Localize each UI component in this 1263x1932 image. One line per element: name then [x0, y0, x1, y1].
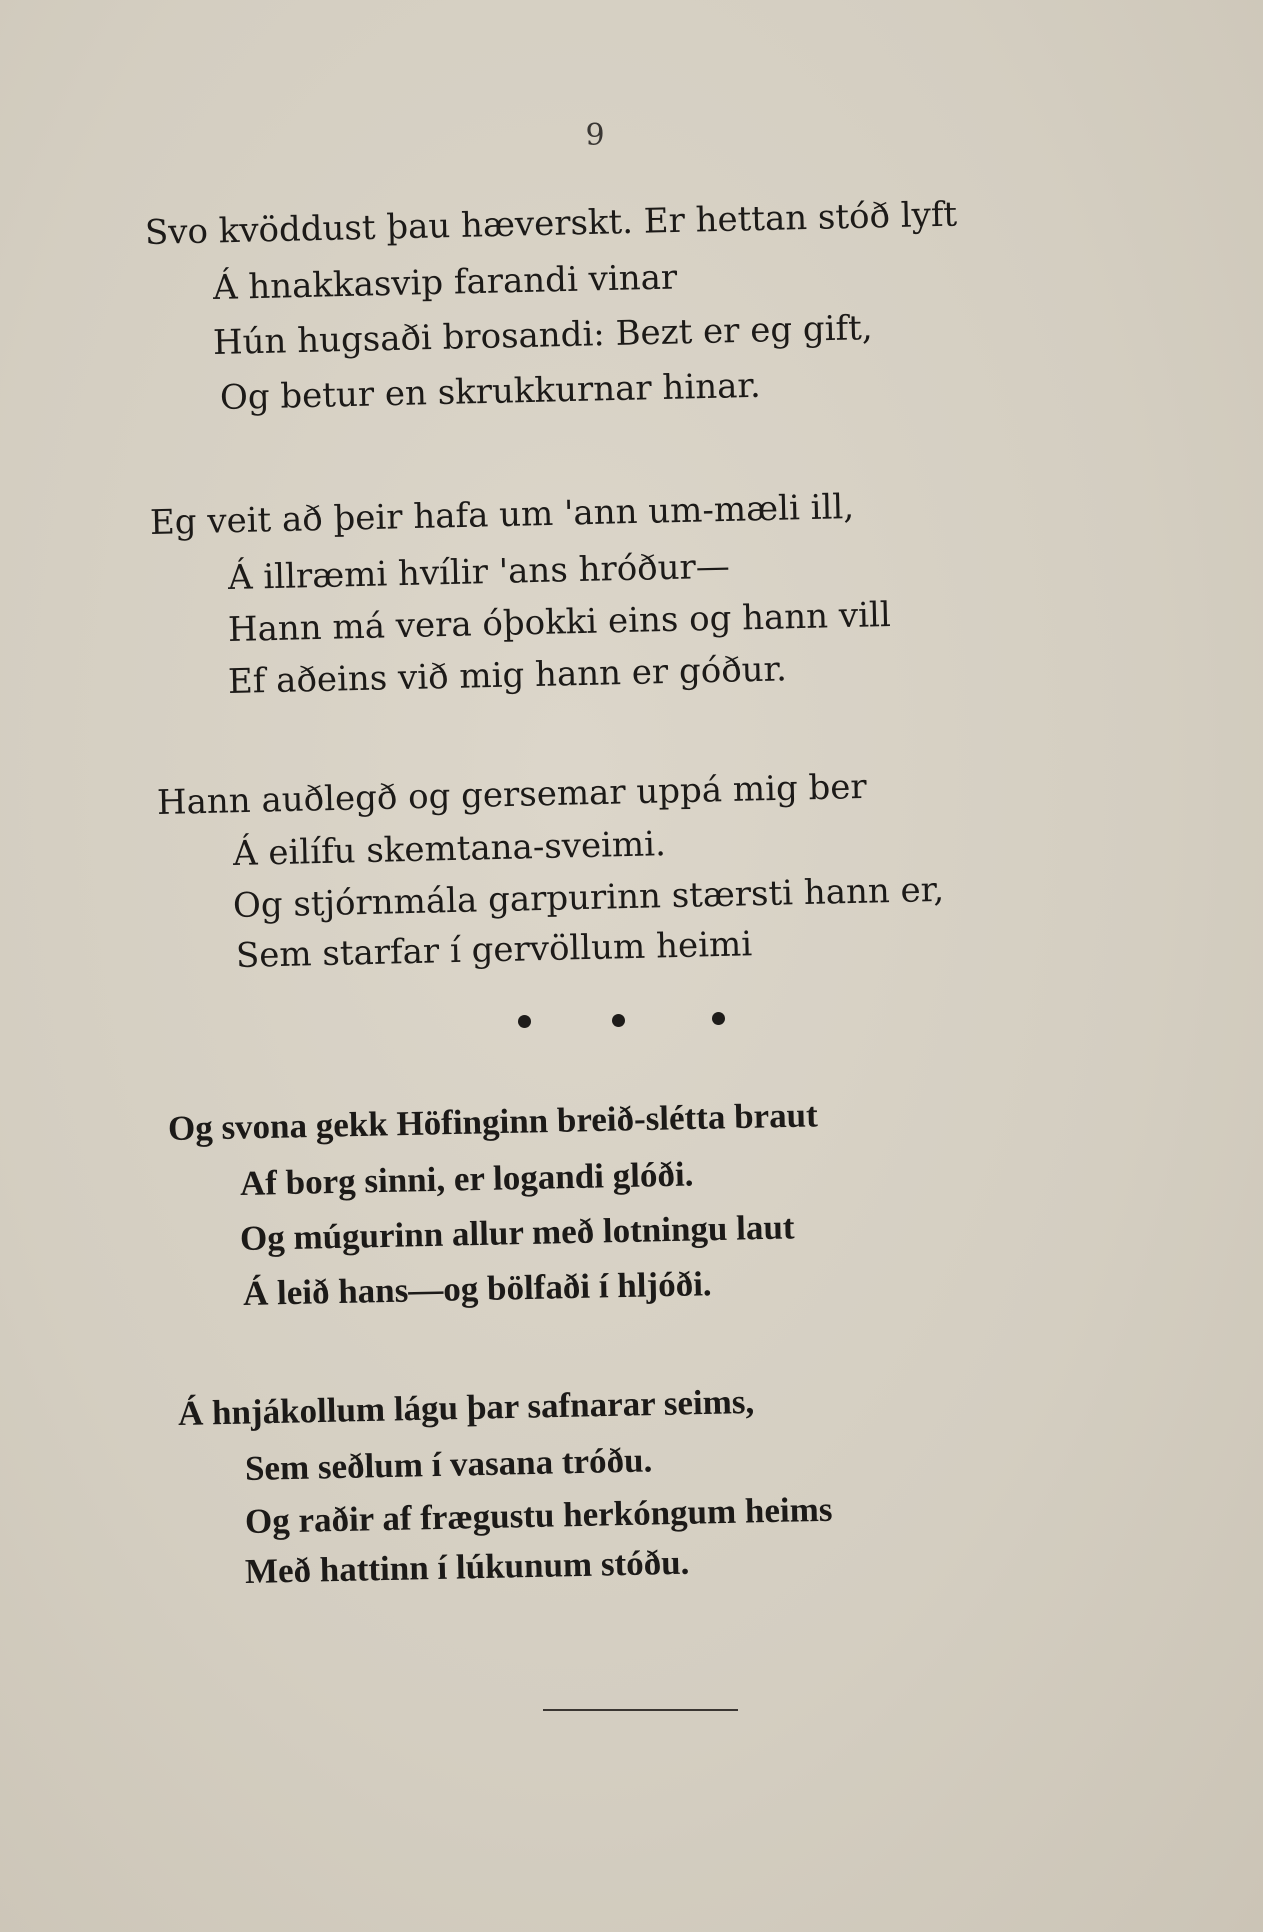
poem-line: Hann auðlegð og gersemar uppá mig ber	[156, 766, 868, 823]
section-separator	[510, 1015, 730, 1035]
poem-line: Sem starfar í gervöllum heimi	[235, 924, 753, 976]
poem-line: Og stjórnmála garpurinn stærsti hann er,	[232, 869, 945, 926]
poem-line: Á hnjákollum lágu þar safnarar seims,	[177, 1381, 755, 1433]
poem-line: Með hattinn í lúkunum stóðu.	[244, 1542, 690, 1591]
poem-line: Hann má vera óþokki eins og hann vill	[227, 594, 892, 650]
poem-line: Og múgurinn allur með lotningu laut	[239, 1207, 795, 1258]
poem-line: Og svona gekk Höfinginn breið-slétta braut	[167, 1095, 819, 1148]
poem-line: Og betur en skrukkurnar hinar.	[219, 365, 762, 418]
poem-line: Á hnakkasvip farandi vinar	[212, 257, 678, 308]
poem-line: Af borg sinni, er logandi glóði.	[239, 1154, 694, 1203]
poem-line: Ef aðeins við mig hann er góður.	[227, 649, 788, 702]
poem-line: Hún hugsaði brosandi: Bezt er eg gift,	[212, 308, 874, 363]
separator-dot	[712, 1012, 725, 1025]
separator-dot	[612, 1014, 625, 1027]
separator-dot	[518, 1015, 531, 1028]
poem-line: Og raðir af frægustu herkóngum heims	[244, 1489, 833, 1541]
poem-line: Sem seðlum í vasana tróðu.	[244, 1440, 653, 1488]
end-rule	[543, 1709, 738, 1711]
poem-line: Á leið hans—og bölfaði í hljóði.	[242, 1264, 712, 1313]
poem-line: Á illræmi hvílir 'ans hróður—	[227, 546, 731, 598]
poem-line: Svo kvöddust þau hæverskt. Er hettan stóð lyft	[144, 194, 958, 253]
page-number: 9	[585, 118, 605, 153]
poem-line: Á eilífu skemtana-sveimi.	[232, 824, 667, 874]
poem-line: Eg veit að þeir hafa um 'ann um-mæli ill,	[149, 487, 855, 543]
